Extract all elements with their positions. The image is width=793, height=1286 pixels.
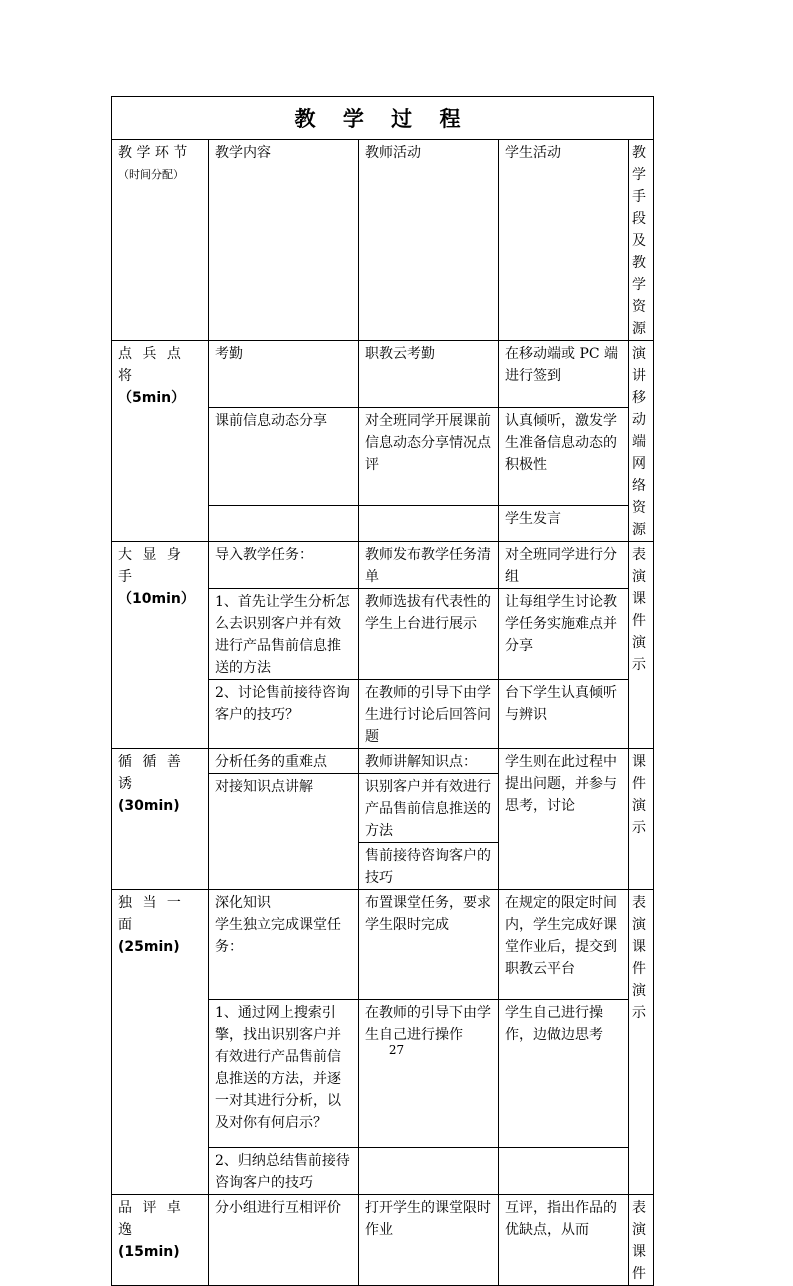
s5-stage-name: 品 评 卓 逸 <box>118 1200 184 1238</box>
s1-r2-content: 课前信息动态分享 <box>209 408 359 506</box>
s2-r2-content: 1、首先让学生分析怎么去识别客户并有效进行产品售前信息推送的方法 <box>209 589 359 680</box>
s3-row-1 <box>112 749 654 774</box>
s5-r1-content: 分小组进行互相评价 <box>209 1195 359 1286</box>
s1-r1-student: 在移动端或 PC 端进行签到 <box>499 341 629 408</box>
s2-stage <box>112 542 209 749</box>
s4-r2-content: 1、通过网上搜索引擎，找出识别客户并有效进行产品售前信息推送的方法，并逐一对其进行分析，以及对你有何启示？ <box>209 1000 359 1148</box>
s2-r2-student: 让每组学生讨论教学任务实施难点并分享 <box>499 589 629 680</box>
s5-means: 表演 课件 <box>629 1195 654 1286</box>
s3-student: 学生则在此过程中提出问题，并参与思考，讨论 <box>499 749 629 890</box>
s2-stage-time: （10min） <box>118 591 195 607</box>
header-stage <box>112 140 209 341</box>
s4-stage <box>112 890 209 1195</box>
s4-means: 表演 课件 演示 <box>629 890 654 1195</box>
header-student: 学生活动 <box>499 140 629 341</box>
s1-r1-teacher: 职教云考勤 <box>359 341 499 408</box>
s4-r1-content <box>209 890 359 1000</box>
s4-r2-student: 学生自己进行操作，边做边思考 <box>499 1000 629 1148</box>
title-row <box>112 97 654 140</box>
s1-r3-student: 学生发言 <box>499 506 629 542</box>
s4-r1-content-line1: 深化知识 <box>215 895 271 911</box>
s1-r1-content: 考勤 <box>209 341 359 408</box>
s4-r2-teacher: 在教师的引导下由学生自己进行操作 <box>359 1000 499 1148</box>
s3-means: 课件 演示 <box>629 749 654 890</box>
s2-r1-student: 对全班同学进行分组 <box>499 542 629 589</box>
s3-stage-name: 循 循 善 诱 <box>118 754 184 792</box>
s5-r1-teacher: 打开学生的课堂限时作业 <box>359 1195 499 1286</box>
s4-r1-student: 在规定的限定时间内，学生完成好课堂作业后，提交到职教云平台 <box>499 890 629 1000</box>
header-content: 教学内容 <box>209 140 359 341</box>
s5-row-1 <box>112 1195 654 1286</box>
s5-stage <box>112 1195 209 1286</box>
s1-stage <box>112 341 209 542</box>
s3-stage-time: (30min) <box>118 798 180 814</box>
s1-stage-name: 点 兵 点 将 <box>118 346 184 384</box>
s2-r1-content: 导入教学任务： <box>209 542 359 589</box>
s3-t2: 识别客户并有效进行产品售前信息推送的方法 <box>359 774 499 843</box>
teaching-process-table <box>111 96 654 1286</box>
s4-r3-content: 2、归纳总结售前接待咨询客户的技巧 <box>209 1148 359 1195</box>
s3-c2: 对接知识点讲解 <box>209 774 359 890</box>
s2-means: 表演 课件 演示 <box>629 542 654 749</box>
s1-stage-time: （5min） <box>118 390 186 406</box>
s4-r3-teacher <box>359 1148 499 1195</box>
header-row <box>112 140 654 341</box>
table-title: 教 学 过 程 <box>112 97 654 140</box>
header-means: 教 学 手 段 及 教 学 资 源 <box>629 140 654 341</box>
s4-r3-student <box>499 1148 629 1195</box>
s3-stage <box>112 749 209 890</box>
s4-stage-name: 独 当 一 面 <box>118 895 184 933</box>
s2-r3-student: 台下学生认真倾听与辨识 <box>499 680 629 749</box>
header-stage-label: 教 学 环 节 <box>118 145 188 161</box>
s1-r2-student: 认真倾听，激发学生准备信息动态的积极性 <box>499 408 629 506</box>
s1-r3-teacher <box>359 506 499 542</box>
s2-r3-teacher: 在教师的引导下由学生进行讨论后回答问题 <box>359 680 499 749</box>
s3-t3: 售前接待咨询客户的技巧 <box>359 843 499 890</box>
s1-r2-teacher: 对全班同学开展课前信息动态分享情况点评 <box>359 408 499 506</box>
s1-row-1 <box>112 341 654 408</box>
s4-row-1 <box>112 890 654 1000</box>
s2-stage-name: 大 显 身 手 <box>118 547 184 585</box>
s3-c1: 分析任务的重难点 <box>209 749 359 774</box>
page-number: 27 <box>388 1043 405 1057</box>
s4-r1-content-line2: 学生独立完成课堂任务： <box>215 917 341 955</box>
s4-stage-time: (25min) <box>118 939 180 955</box>
s3-t1: 教师讲解知识点： <box>359 749 499 774</box>
s2-r1-teacher: 教师发布教学任务清单 <box>359 542 499 589</box>
header-teacher: 教师活动 <box>359 140 499 341</box>
s5-stage-time: (15min) <box>118 1244 180 1260</box>
s1-r3-content <box>209 506 359 542</box>
header-time-label: （时间分配） <box>118 168 184 181</box>
s1-means: 演讲 移 动 端 网 络 资 源 <box>629 341 654 542</box>
s2-r2-teacher: 教师选拔有代表性的学生上台进行展示 <box>359 589 499 680</box>
s2-row-1 <box>112 542 654 589</box>
s5-r1-student: 互评，指出作品的优缺点，从而 <box>499 1195 629 1286</box>
s2-r3-content: 2、讨论售前接待咨询客户的技巧？ <box>209 680 359 749</box>
s4-r1-teacher: 布置课堂任务，要求学生限时完成 <box>359 890 499 1000</box>
